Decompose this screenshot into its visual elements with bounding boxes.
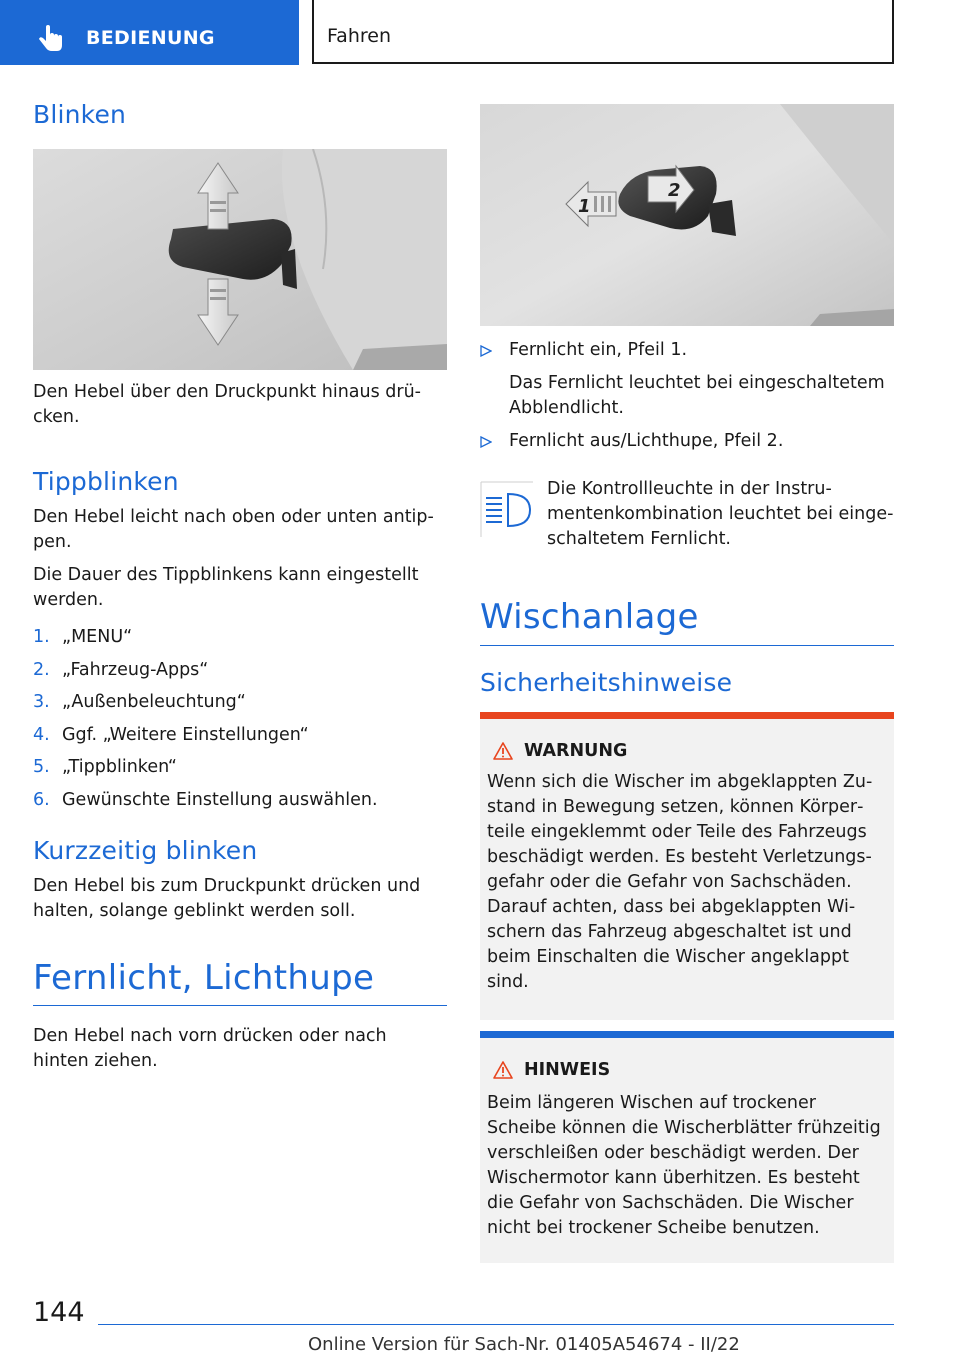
- warning-bar: [480, 712, 894, 719]
- list-item: Fernlicht aus/Lichthupe, Pfeil 2.: [480, 429, 894, 454]
- tippblinken-heading: Tippblinken: [33, 467, 179, 496]
- list-item: 5. „Tippblinken“: [33, 757, 177, 777]
- hint-text: Beim längeren Wischen auf trockener Scheibe können die Wischerblätter frühzeitig verschleißen oder beschädigt werden. Der Wischermotor kann überhitzen. Es besteht die Gefahr von Sachschäden. Die Wischer nicht bei trockener Scheibe benutzen.: [487, 1093, 881, 1238]
- warning-text: Wenn sich die Wischer im abgeklappten Zu‐stand in Bewegung setzen, können Körper‐teile eingeklemmt oder Teile des Fahrzeugs beschädigt werden. Es besteht Verletzungs‐gefahr oder die Gefahr von Sachschäden. Darauf achten, dass bei abgeklappten Wi‐schern das Fahrzeug abgeschaltet ist und beim Einschalten die Wischer angeklappt sind.: [487, 772, 873, 992]
- tippblinken-text-2: Die Dauer des Tippblinkens kann eingestellt werden.: [33, 565, 419, 610]
- heading-rule: [33, 1005, 447, 1006]
- list-item: 2. „Fahrzeug-Apps“: [33, 659, 209, 680]
- high-beam-bullets: [480, 338, 894, 454]
- warning-triangle-icon: [493, 742, 513, 760]
- list-item: 3. „Außenbeleuchtung“: [33, 692, 246, 712]
- list-item: 1. „MENU“: [33, 627, 133, 647]
- tippblinken-text-1: Den Hebel leicht nach oben oder unten antip‐pen.: [33, 507, 434, 552]
- section-tab: [0, 0, 299, 65]
- heading-rule: [480, 645, 894, 646]
- footer-online-text: Online Version für Sach-Nr. 01405A54674 - II/22: [308, 1334, 740, 1355]
- hand-icon: [36, 24, 66, 54]
- kurzzeitig-text: Den Hebel bis zum Druckpunkt drücken und halten, solange geblinkt werden soll.: [33, 876, 421, 921]
- hint-triangle-icon: [493, 1061, 513, 1079]
- fernlicht-heading: Fernlicht, Lichthupe: [33, 958, 375, 998]
- chapter-label: Fahren: [327, 25, 391, 47]
- footer-rule: [98, 1324, 894, 1325]
- kurzzeitig-heading: Kurzzeitig blinken: [33, 836, 258, 865]
- hint-bar: [480, 1031, 894, 1038]
- arrow-1-label: 1: [578, 196, 591, 217]
- indicator-text: Die Kontrollleuchte in der Instru‐mentenkombination leuchtet bei einge‐schaltetem Fernlicht.: [547, 479, 894, 549]
- triangle-bullet-icon: [480, 436, 492, 448]
- blinken-text: Den Hebel über den Druckpunkt hinaus drü‐cken.: [33, 382, 421, 427]
- list-item: 6. Gewünschte Einstellung auswählen.: [33, 789, 378, 810]
- fernlicht-text: Den Hebel nach vorn drücken oder nach hinten ziehen.: [33, 1026, 387, 1071]
- list-item: Fernlicht ein, Pfeil 1. Das Fernlicht leuchtet bei eingeschaltetem Abblendlicht.: [480, 338, 894, 429]
- blinken-heading: Blinken: [33, 100, 127, 129]
- high-beam-lever-photo: [480, 104, 894, 326]
- list-item: 4. Ggf. „Weitere Einstellungen“: [33, 724, 309, 745]
- page-number: 144: [33, 1297, 85, 1328]
- warning-box: [480, 712, 894, 1020]
- arrow-2-label: 2: [668, 180, 681, 201]
- sicherheitshinweise-heading: Sicherheitshinweise: [480, 668, 733, 697]
- turn-signal-lever-photo: [33, 149, 447, 370]
- menu-steps-list: [33, 625, 447, 820]
- warning-title: WARNUNG: [524, 741, 628, 761]
- hint-title: HINWEIS: [524, 1060, 611, 1080]
- section-label: BEDIENUNG: [86, 27, 215, 49]
- triangle-bullet-icon: [480, 345, 492, 357]
- chapter-box: [312, 0, 894, 64]
- wischanlage-heading: Wischanlage: [480, 597, 699, 637]
- high-beam-indicator-icon: [480, 478, 534, 538]
- hint-box: [480, 1031, 894, 1263]
